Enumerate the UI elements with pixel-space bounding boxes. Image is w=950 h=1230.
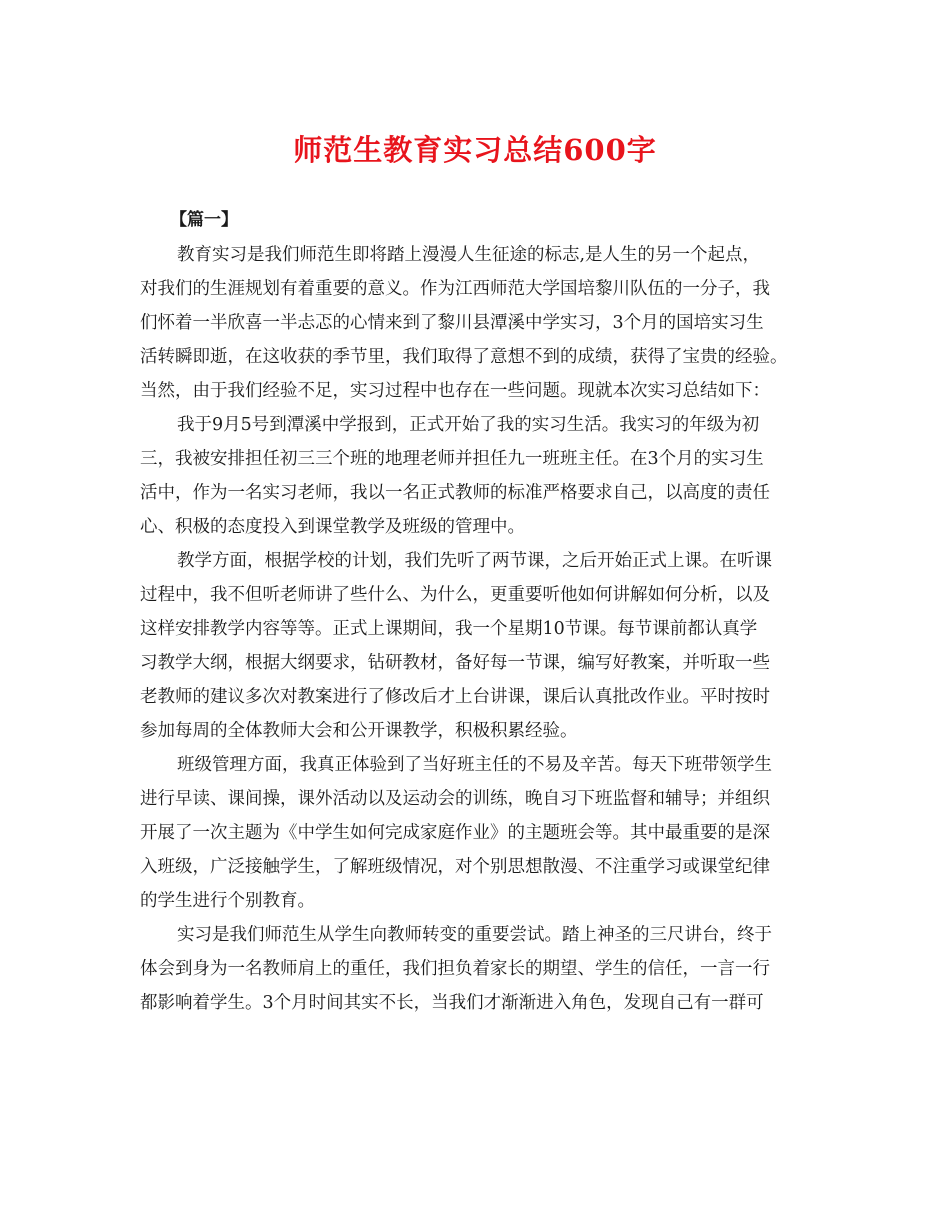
paragraph-lines (140, 238, 820, 1020)
text-line: 们怀着一半欣喜一半忐忑的心情来到了黎川县潭溪中学实习，3个月的国培实习生 (140, 313, 764, 333)
text-line: 过程中，我不但听老师讲了些什么、为什么，更重要听他如何讲解如何分析，以及 (140, 585, 770, 605)
text-line: 的学生进行个别教育。 (140, 891, 315, 911)
text-line: 实习是我们师范生从学生向教师转变的重要尝试。踏上神圣的三尺讲台，终于 (177, 925, 772, 945)
text-line: 习教学大纲，根据大纲要求，钻研教材，备好每一节课，编写好教案，并听取一些 (140, 653, 770, 673)
document-body (140, 204, 820, 1020)
text-line: 教育实习是我们师范生即将踏上漫漫人生征途的标志,是人生的另一个起点， (177, 245, 761, 265)
text-line: 班级管理方面，我真正体验到了当好班主任的不易及辛苦。每天下班带领学生 (177, 755, 772, 775)
text-line: 进行早读、课间操，课外活动以及运动会的训练，晚自习下班监督和辅导；并组织 (140, 789, 770, 809)
text-line: 老教师的建议多次对教案进行了修改后才上台讲课，课后认真批改作业。平时按时 (140, 687, 770, 707)
text-line: 当然，由于我们经验不足，实习过程中也存在一些问题。现就本次实习总结如下： (140, 381, 770, 401)
text-line: 活转瞬即逝，在这收获的季节里，我们取得了意想不到的成绩，获得了宝贵的经验。 (140, 347, 788, 367)
section-label: 【篇一】 (170, 210, 238, 230)
text-line: 心、积极的态度投入到课堂教学及班级的管理中。 (140, 517, 525, 537)
text-line: 入班级，广泛接触学生，了解班级情况，对个别思想散漫、不注重学习或课堂纪律 (140, 857, 770, 877)
text-line: 开展了一次主题为《中学生如何完成家庭作业》的主题班会等。其中最重要的是深 (140, 823, 770, 843)
text-line: 对我们的生涯规划有着重要的意义。作为江西师范大学国培黎川队伍的一分子，我 (140, 279, 770, 299)
text-line: 参加每周的全体教师大会和公开课教学，积极积累经验。 (140, 721, 578, 741)
text-line: 活中，作为一名实习老师，我以一名正式教师的标准严格要求自己，以高度的责任 (140, 483, 770, 503)
text-line: 都影响着学生。3个月时间其实不长，当我们才渐渐进入角色，发现自己有一群可 (140, 993, 764, 1013)
text-line: 这样安排教学内容等等。正式上课期间，我一个星期10节课。每节课前都认真学 (140, 619, 758, 639)
text-line: 我于9月5号到潭溪中学报到，正式开始了我的实习生活。我实习的年级为初 (177, 415, 760, 435)
page-title: 师范生教育实习总结600字 (293, 133, 657, 167)
text-line: 体会到身为一名教师肩上的重任，我们担负着家长的期望、学生的信任，一言一行 (140, 959, 770, 979)
text-line: 三，我被安排担任初三三个班的地理老师并担任九一班班主任。在3个月的实习生 (140, 449, 764, 469)
text-line: 教学方面，根据学校的计划，我们先听了两节课，之后开始正式上课。在听课 (177, 551, 772, 571)
